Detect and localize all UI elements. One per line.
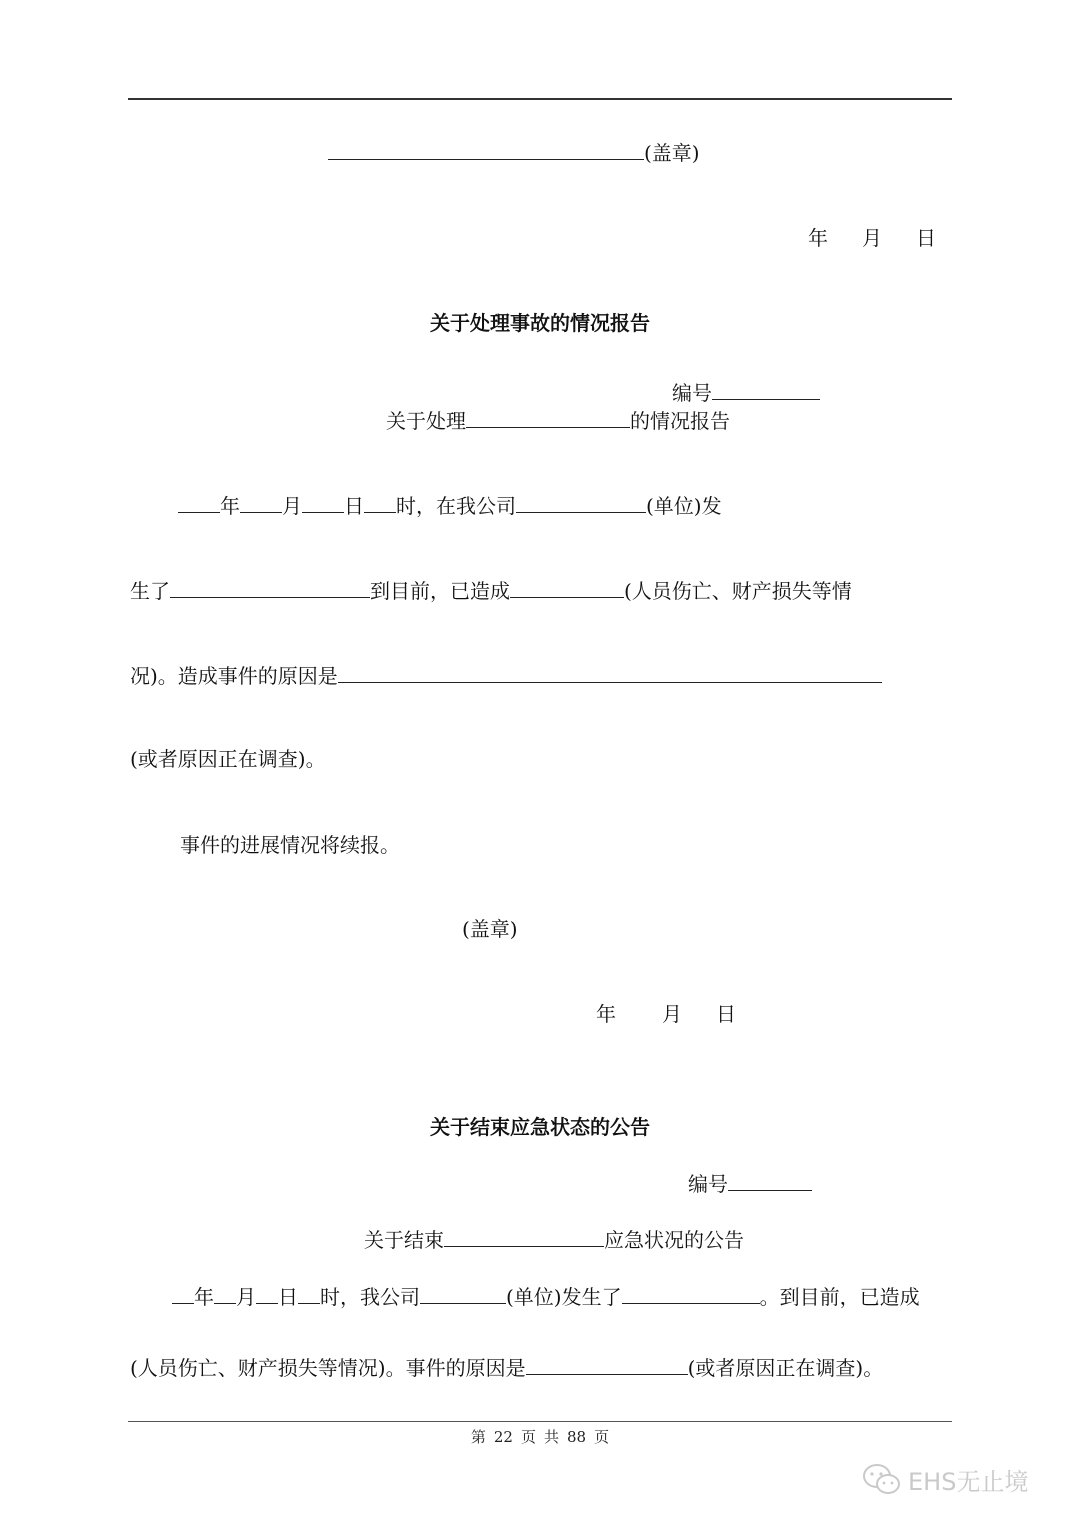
report-line-5: 事件的进展情况将续报。 [180, 833, 400, 857]
report-date: 年 月 日 [596, 1002, 736, 1026]
report-line-4: (或者原因正在调查)。 [130, 747, 326, 771]
top-rule [128, 98, 952, 100]
report-line-2: 生了 到目前，已造成 (人员伤亡、财产损失等情 [130, 579, 852, 603]
report-line-3: 况)。造成事件的原因是 [130, 663, 882, 689]
date-line: 年 月 日 [808, 226, 936, 250]
report-number: 编号 [672, 380, 820, 406]
report-title: 关于处理事故的情况报告 [430, 311, 650, 335]
page-footer: 第 22 页 共 88 页 [470, 1428, 610, 1446]
wechat-icon [862, 1463, 902, 1497]
notice-title: 关于结束应急状态的公告 [430, 1115, 650, 1139]
notice-number: 编号 [688, 1171, 812, 1197]
notice-subtitle: 关于结束 应急状况的公告 [364, 1228, 744, 1252]
report-line-1: 年 月 日 时，在我公司 (单位)发 [178, 493, 722, 519]
report-subtitle: 关于处理 的情况报告 [386, 409, 730, 433]
report-seal: (盖章) [462, 917, 518, 941]
bottom-rule [128, 1421, 952, 1422]
watermark [862, 1462, 1028, 1497]
seal-line: (盖章) [328, 140, 700, 166]
notice-line-1: 年 月 日 时，我公司 (单位)发生了 。到目前，已造成 [172, 1284, 920, 1310]
watermark-text: EHS无止境 [908, 1468, 1029, 1496]
notice-line-2: (人员伤亡、财产损失等情况)。事件的原因是 (或者原因正在调查)。 [130, 1356, 884, 1380]
